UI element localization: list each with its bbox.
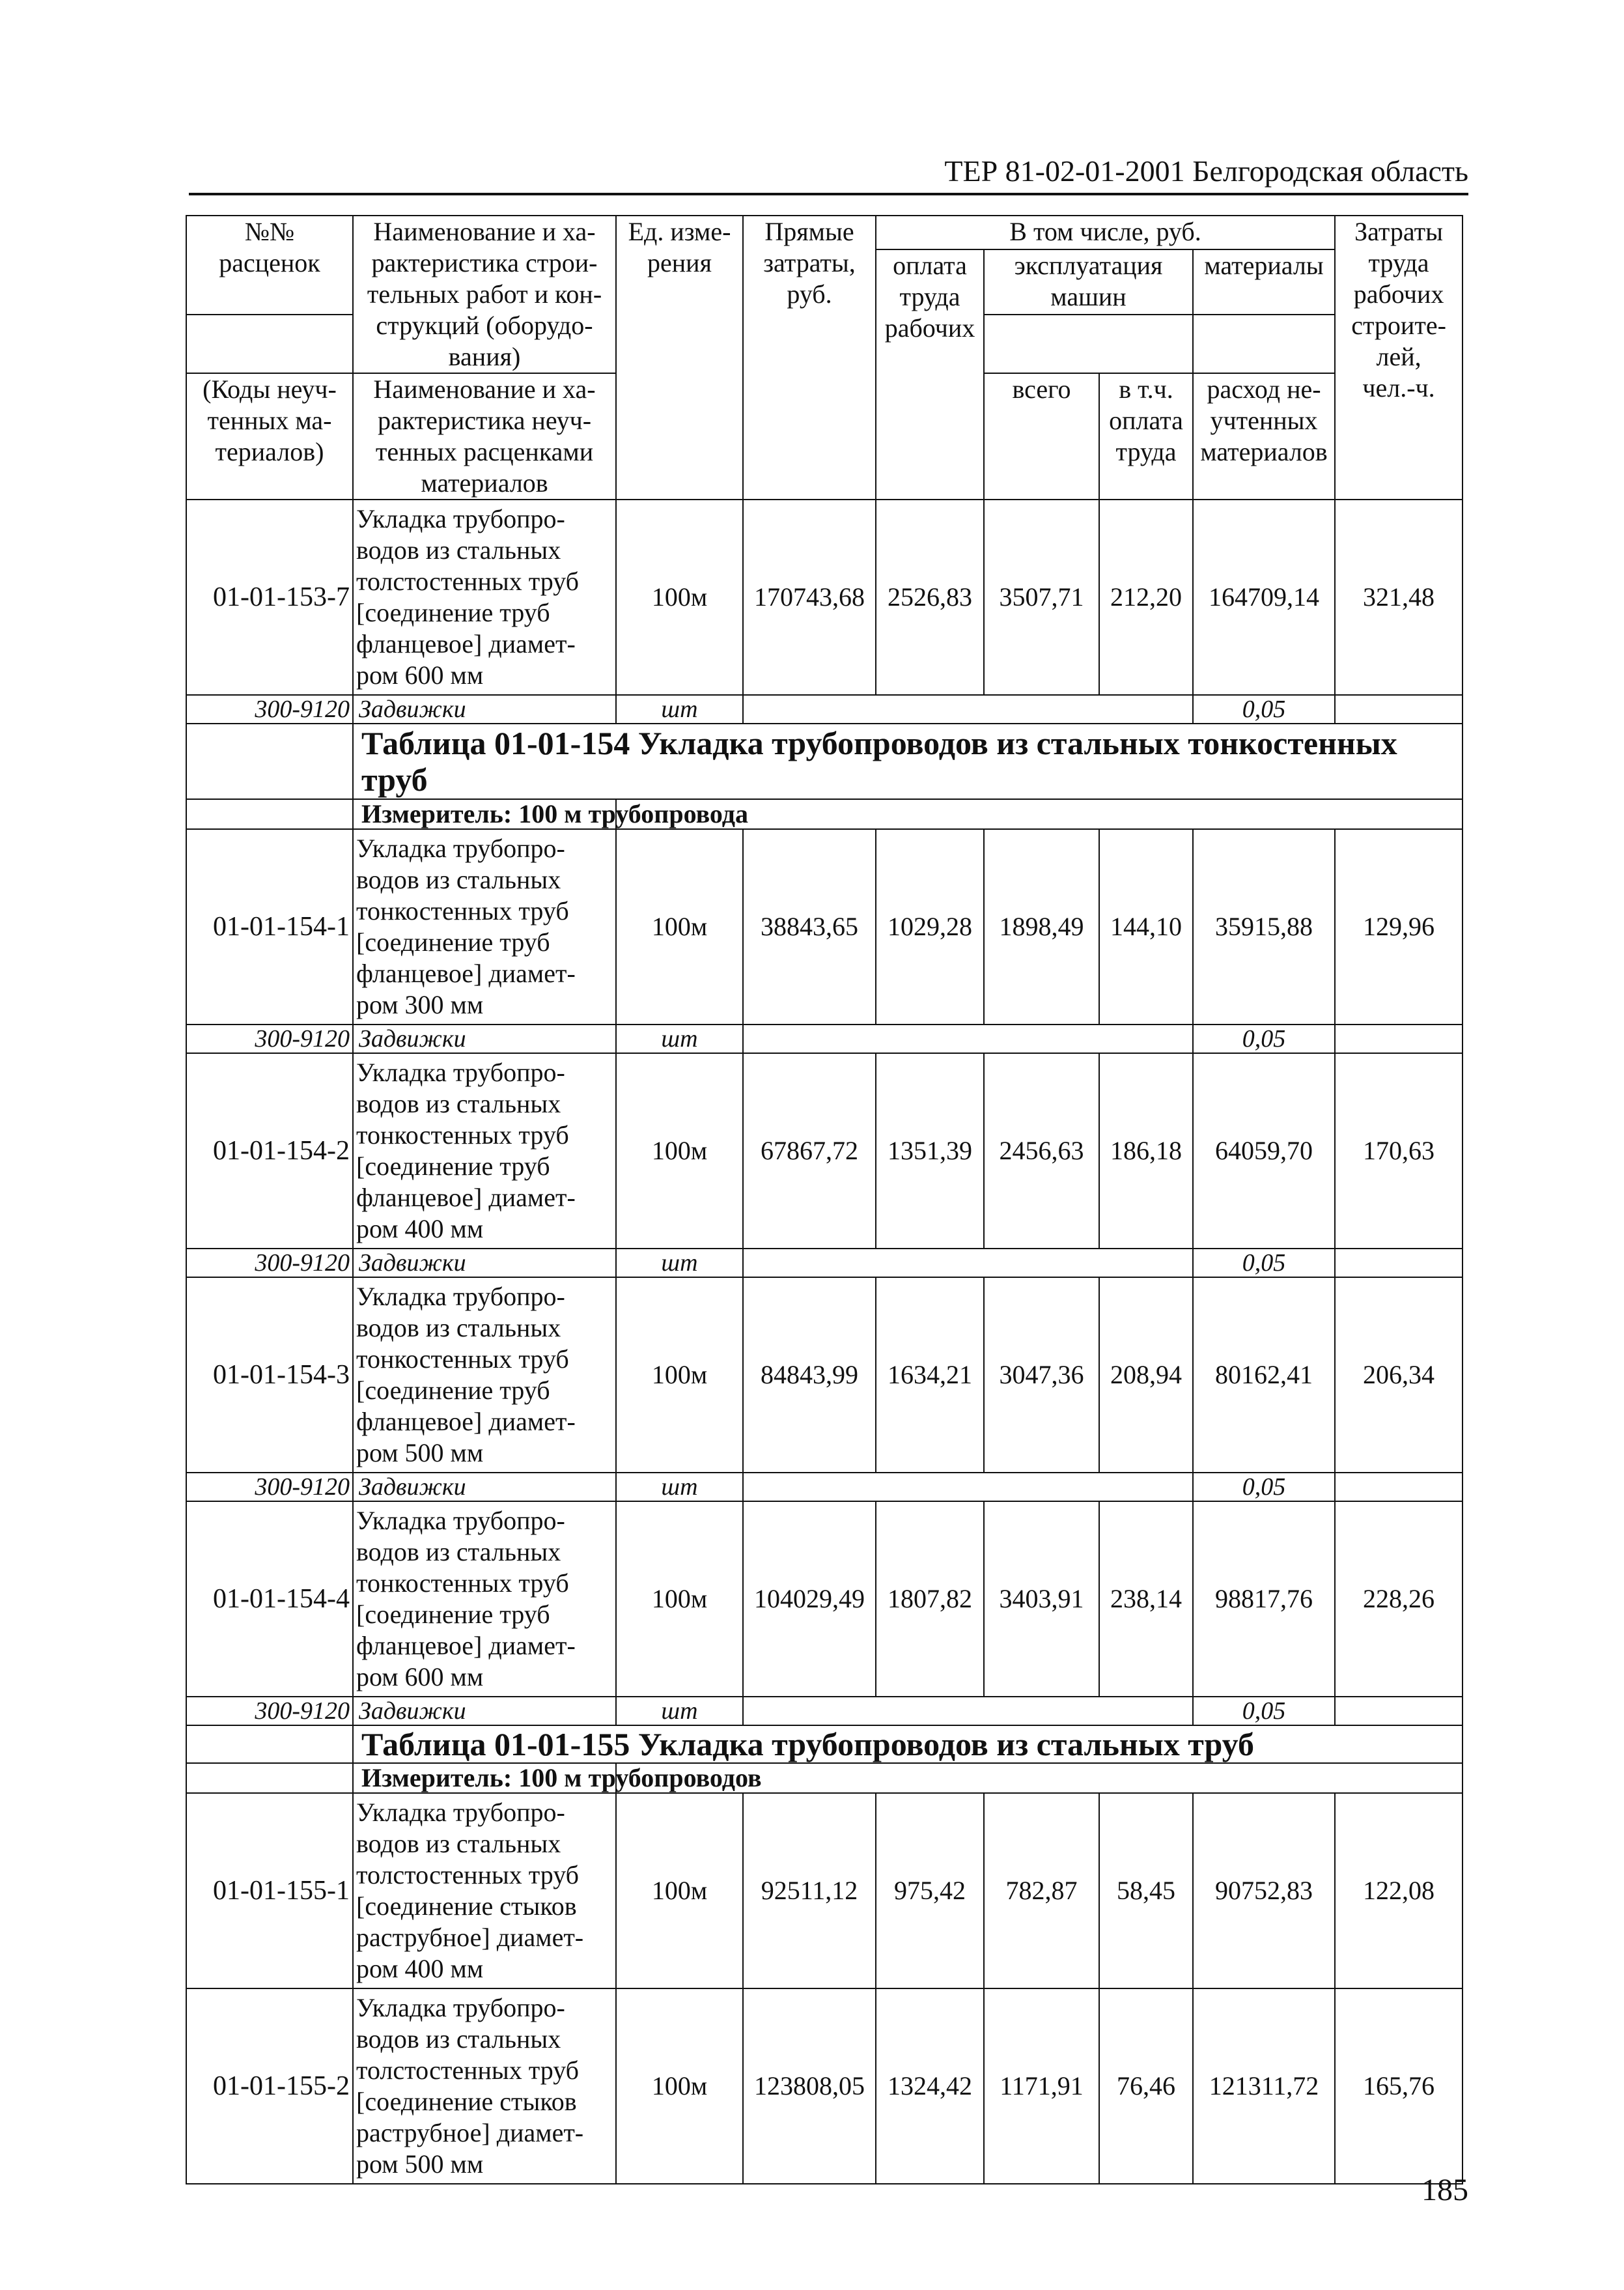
material-name: Задвижки [353, 1025, 616, 1053]
rate-labor-pay: 975,42 [876, 1793, 984, 1988]
col-header-material-codes: (Коды неуч- тенных ма- териалов) [186, 373, 353, 500]
rate-labor-pay: 1324,42 [876, 1988, 984, 2184]
description-line: [соединение труб [356, 927, 550, 957]
rate-unit: 100м [616, 1793, 743, 1988]
rate-machines-labor: 238,14 [1099, 1501, 1193, 1697]
description-line: ром 600 мм [356, 660, 484, 690]
material-empty-cell [1335, 1697, 1463, 1725]
description-line: [соединение труб [356, 1376, 550, 1405]
description-line: [соединение труб [356, 1152, 550, 1181]
rate-code: 01-01-154-1 [186, 829, 353, 1025]
rate-materials: 90752,83 [1193, 1793, 1335, 1988]
description-line: водов из стальных [356, 1537, 561, 1566]
description-line: тонкостенных труб [356, 1344, 569, 1374]
rate-labor-pay: 1029,28 [876, 829, 984, 1025]
material-quantity: 0,05 [1193, 1473, 1335, 1501]
col-header-materials-spacer [1193, 315, 1335, 373]
col-header-number-spacer [186, 315, 353, 373]
rate-materials: 35915,88 [1193, 829, 1335, 1025]
rate-labor-pay: 1807,82 [876, 1501, 984, 1697]
rate-materials: 121311,72 [1193, 1988, 1335, 2184]
material-quantity: 0,05 [1193, 695, 1335, 724]
rate-machines-labor: 76,46 [1099, 1988, 1193, 2184]
header-rule [189, 193, 1468, 195]
material-empty-cell [743, 1025, 1193, 1053]
material-name: Задвижки [353, 1473, 616, 1501]
rate-labor-pay: 2526,83 [876, 500, 984, 695]
description-line: толстостенных труб [356, 2056, 580, 2085]
description-line: фланцевое] диамет- [356, 1631, 576, 1660]
rate-labor-hours: 122,08 [1335, 1793, 1463, 1988]
description-line: тонкостенных труб [356, 1568, 569, 1598]
description-line: раструбное] диамет- [356, 1923, 584, 1952]
description-line: Укладка трубопро- [356, 834, 565, 863]
rate-code: 01-01-155-2 [186, 1988, 353, 2184]
material-empty-cell [743, 1697, 1193, 1725]
table-title: Таблица 01-01-155 Укладка трубопроводов из стальных труб [353, 1725, 1463, 1763]
table-measure: Измеритель: 100 м трубопроводов [353, 1763, 616, 1793]
description-line: Укладка трубопро- [356, 1282, 565, 1311]
rate-labor-hours: 206,34 [1335, 1277, 1463, 1473]
measure-empty-cell [186, 1763, 353, 1793]
material-name: Задвижки [353, 1249, 616, 1277]
rate-code: 01-01-153-7 [186, 500, 353, 695]
material-unit: шт [616, 1025, 743, 1053]
material-unit: шт [616, 695, 743, 724]
description-line: Укладка трубопро- [356, 1993, 565, 2022]
description-line: [соединение труб [356, 1600, 550, 1629]
rate-direct-costs: 92511,12 [743, 1793, 876, 1988]
description-line: ром 500 мм [356, 1438, 484, 1467]
rate-machines-total: 2456,63 [984, 1053, 1099, 1249]
material-empty-cell [1335, 1473, 1463, 1501]
rate-direct-costs: 170743,68 [743, 500, 876, 695]
description-line: Укладка трубопро- [356, 1058, 565, 1087]
rate-materials: 164709,14 [1193, 500, 1335, 695]
col-header-unit: Ед. изме- рения [616, 216, 743, 500]
material-quantity: 0,05 [1193, 1249, 1335, 1277]
material-row [186, 1697, 1463, 1725]
description-line: толстостенных труб [356, 567, 580, 596]
description-line: ром 400 мм [356, 1954, 484, 1983]
table-title: Таблица 01-01-154 Укладка трубопроводов из стальных тонкостенных труб [353, 724, 1463, 799]
rate-code: 01-01-154-2 [186, 1053, 353, 1249]
description-line: Укладка трубопро- [356, 1798, 565, 1827]
material-code: 300-9120 [186, 1473, 353, 1501]
material-name: Задвижки [353, 1697, 616, 1725]
col-header-direct-costs: Прямые затраты, руб. [743, 216, 876, 500]
col-header-machines: эксплуатация машин [984, 249, 1193, 315]
description-line: водов из стальных [356, 1089, 561, 1118]
rate-machines-labor: 58,45 [1099, 1793, 1193, 1988]
material-code: 300-9120 [186, 1249, 353, 1277]
table-title-row [186, 1725, 1463, 1763]
material-row [186, 1025, 1463, 1053]
rate-unit: 100м [616, 500, 743, 695]
col-header-labor-pay: оплата труда рабочих [876, 249, 984, 500]
rate-machines-labor: 212,20 [1099, 500, 1193, 695]
rate-row [186, 1053, 1463, 1249]
material-row [186, 1249, 1463, 1277]
rate-machines-total: 1171,91 [984, 1988, 1099, 2184]
rate-row [186, 1501, 1463, 1697]
rate-direct-costs: 123808,05 [743, 1988, 876, 2184]
material-name: Задвижки [353, 695, 616, 724]
description-line: фланцевое] диамет- [356, 959, 576, 988]
description-line: [соединение стыков [356, 2087, 577, 2116]
rate-description [353, 500, 616, 695]
title-empty-cell [186, 1725, 353, 1763]
rate-machines-total: 3507,71 [984, 500, 1099, 695]
rate-row [186, 1793, 1463, 1988]
rate-labor-pay: 1634,21 [876, 1277, 984, 1473]
material-empty-cell [743, 1473, 1193, 1501]
material-empty-cell [743, 695, 1193, 724]
col-header-labor-hours: Затраты труда рабочих строите- лей, чел.-ч. [1335, 216, 1463, 500]
rate-row [186, 829, 1463, 1025]
rate-machines-total: 782,87 [984, 1793, 1099, 1988]
material-quantity: 0,05 [1193, 1025, 1335, 1053]
material-empty-cell [1335, 1025, 1463, 1053]
material-code: 300-9120 [186, 1697, 353, 1725]
description-line: водов из стальных [356, 1829, 561, 1858]
page-number: 185 [1421, 2173, 1468, 2207]
description-line: Укладка трубопро- [356, 504, 565, 533]
material-row [186, 695, 1463, 724]
rate-description [353, 1501, 616, 1697]
description-line: раструбное] диамет- [356, 2118, 584, 2147]
measure-empty-cell [186, 799, 353, 829]
col-header-machines-spacer [984, 315, 1193, 373]
rate-labor-hours: 170,63 [1335, 1053, 1463, 1249]
title-empty-cell [186, 724, 353, 799]
rate-code: 01-01-154-3 [186, 1277, 353, 1473]
rate-machines-total: 1898,49 [984, 829, 1099, 1025]
rate-machines-total: 3047,36 [984, 1277, 1099, 1473]
rate-direct-costs: 104029,49 [743, 1501, 876, 1697]
rate-description [353, 1793, 616, 1988]
rate-row [186, 500, 1463, 695]
col-header-machines-labor: в т.ч. оплата труда [1099, 373, 1193, 500]
material-unit: шт [616, 1697, 743, 1725]
rate-machines-labor: 186,18 [1099, 1053, 1193, 1249]
table-title-row [186, 724, 1463, 799]
rate-row [186, 1988, 1463, 2184]
rate-code: 01-01-154-4 [186, 1501, 353, 1697]
measure-row [186, 1763, 1463, 1793]
measure-row [186, 799, 1463, 829]
rate-machines-labor: 144,10 [1099, 829, 1193, 1025]
description-line: водов из стальных [356, 1313, 561, 1342]
rate-row [186, 1277, 1463, 1473]
rate-labor-hours: 228,26 [1335, 1501, 1463, 1697]
rate-labor-hours: 165,76 [1335, 1988, 1463, 2184]
col-header-machines-total: всего [984, 373, 1099, 500]
rate-unit: 100м [616, 1053, 743, 1249]
rate-materials: 80162,41 [1193, 1277, 1335, 1473]
description-line: ром 400 мм [356, 1214, 484, 1243]
rate-description [353, 1277, 616, 1473]
rate-unit: 100м [616, 829, 743, 1025]
col-header-name: Наименование и ха- рактеристика строи- тельных работ и кон- струкций (оборудо- вания) [353, 216, 616, 373]
col-header-including: В том числе, руб. [876, 216, 1335, 249]
col-header-material-names: Наименование и ха- рактеристика неуч- тенных расценками материалов [353, 373, 616, 500]
document-header: ТЕР 81-02-01-2001 Белгородская область [944, 154, 1468, 188]
rate-description [353, 1053, 616, 1249]
rate-unit: 100м [616, 1501, 743, 1697]
description-line: тонкостенных труб [356, 1120, 569, 1150]
description-line: фланцевое] диамет- [356, 1183, 576, 1212]
rate-materials: 64059,70 [1193, 1053, 1335, 1249]
material-row [186, 1473, 1463, 1501]
description-line: Укладка трубопро- [356, 1506, 565, 1535]
description-line: тонкостенных труб [356, 896, 569, 926]
description-line: водов из стальных [356, 2024, 561, 2054]
description-line: водов из стальных [356, 535, 561, 565]
rate-direct-costs: 84843,99 [743, 1277, 876, 1473]
rate-machines-total: 3403,91 [984, 1501, 1099, 1697]
description-line: ром 300 мм [356, 990, 484, 1019]
col-header-materials: материалы [1193, 249, 1335, 315]
rate-description [353, 1988, 616, 2184]
rate-direct-costs: 67867,72 [743, 1053, 876, 1249]
table-measure: Измеритель: 100 м трубопровода [353, 799, 616, 829]
material-empty-cell [743, 1249, 1193, 1277]
material-code: 300-9120 [186, 695, 353, 724]
description-line: ром 600 мм [356, 1662, 484, 1691]
description-line: толстостенных труб [356, 1860, 580, 1889]
material-unit: шт [616, 1249, 743, 1277]
description-line: ром 500 мм [356, 2149, 484, 2179]
description-line: фланцевое] диамет- [356, 629, 576, 658]
description-line: водов из стальных [356, 865, 561, 894]
rate-labor-pay: 1351,39 [876, 1053, 984, 1249]
description-line: [соединение труб [356, 598, 550, 627]
rate-labor-hours: 129,96 [1335, 829, 1463, 1025]
rate-direct-costs: 38843,65 [743, 829, 876, 1025]
rate-materials: 98817,76 [1193, 1501, 1335, 1697]
description-line: фланцевое] диамет- [356, 1407, 576, 1436]
rate-labor-hours: 321,48 [1335, 500, 1463, 695]
material-quantity: 0,05 [1193, 1697, 1335, 1725]
material-unit: шт [616, 1473, 743, 1501]
rate-code: 01-01-155-1 [186, 1793, 353, 1988]
material-empty-cell [1335, 1249, 1463, 1277]
rate-unit: 100м [616, 1277, 743, 1473]
col-header-number: №№ расценок [186, 216, 353, 315]
rate-unit: 100м [616, 1988, 743, 2184]
material-empty-cell [1335, 695, 1463, 724]
col-header-unaccounted-materials: расход не- учтенных материалов [1193, 373, 1335, 500]
rates-table [186, 215, 1463, 2184]
description-line: [соединение стыков [356, 1891, 577, 1921]
rate-machines-labor: 208,94 [1099, 1277, 1193, 1473]
material-code: 300-9120 [186, 1025, 353, 1053]
rate-description [353, 829, 616, 1025]
